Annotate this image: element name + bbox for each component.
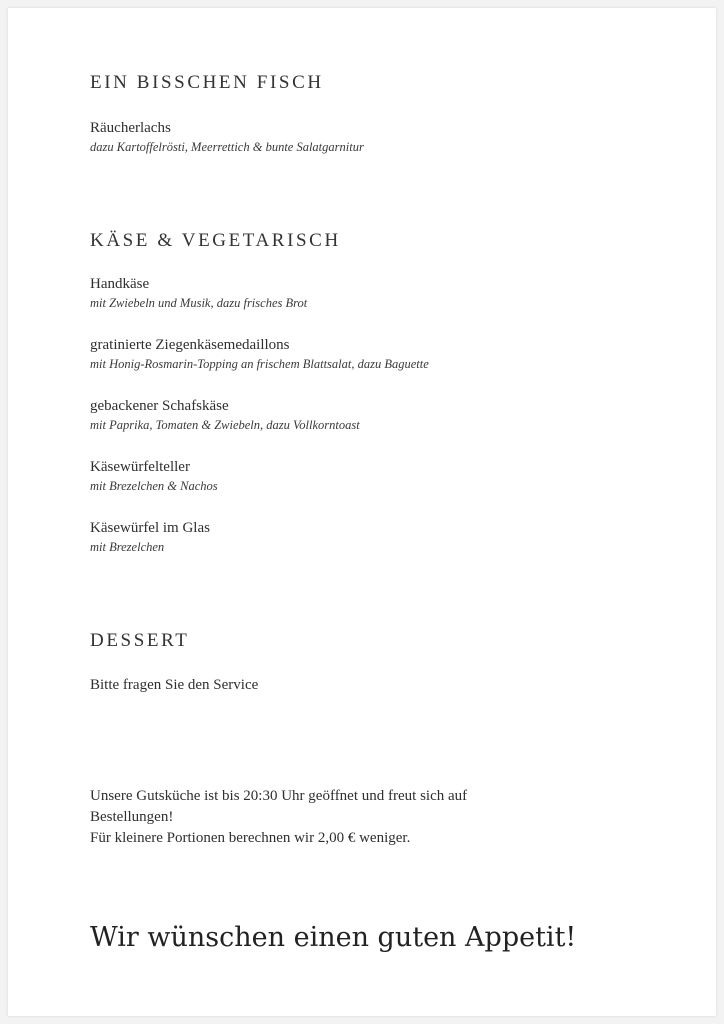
item-name: gebackener Schafskäse xyxy=(90,398,229,414)
item-name: Käsewürfel im Glas xyxy=(90,520,210,536)
item-description: dazu Kartoffelrösti, Meerrettich & bunte Salatgarnitur xyxy=(90,140,364,154)
note-line: Bestellungen! xyxy=(90,809,174,825)
item-description: mit Zwiebeln und Musik, dazu frisches Brot xyxy=(90,296,308,310)
item-name: Handkäse xyxy=(90,276,150,292)
closing-text: Wir wünschen einen guten Appetit! xyxy=(90,922,577,953)
menu-item xyxy=(90,337,650,372)
menu-item xyxy=(90,276,650,311)
menu-item xyxy=(90,398,650,433)
item-description: mit Brezelchen & Nachos xyxy=(90,479,218,493)
section-title-kaese: KÄSE & VEGETARISCH xyxy=(90,230,341,251)
menu-item xyxy=(90,120,650,155)
item-name: Räucherlachs xyxy=(90,120,171,136)
item-description: mit Brezelchen xyxy=(90,540,165,554)
note-line: Für kleinere Portionen berechnen wir 2,00 € weniger. xyxy=(90,830,411,846)
menu-item xyxy=(90,459,650,494)
section-title-fisch: EIN BISSCHEN FISCH xyxy=(90,72,324,93)
item-name: gratinierte Ziegenkäsemedaillons xyxy=(90,337,290,353)
item-description: mit Paprika, Tomaten & Zwiebeln, dazu Vollkorntoast xyxy=(90,418,360,432)
item-name: Käsewürfelteller xyxy=(90,459,190,475)
item-description: mit Honig-Rosmarin-Topping an frischem Blattsalat, dazu Baguette xyxy=(90,357,429,371)
note-line: Unsere Gutsküche ist bis 20:30 Uhr geöffnet und freut sich auf xyxy=(90,788,468,804)
menu-item xyxy=(90,520,650,555)
menu-page xyxy=(8,8,716,1016)
dessert-text: Bitte fragen Sie den Service xyxy=(90,677,259,693)
kitchen-note xyxy=(90,786,590,849)
section-title-dessert: DESSERT xyxy=(90,630,190,651)
